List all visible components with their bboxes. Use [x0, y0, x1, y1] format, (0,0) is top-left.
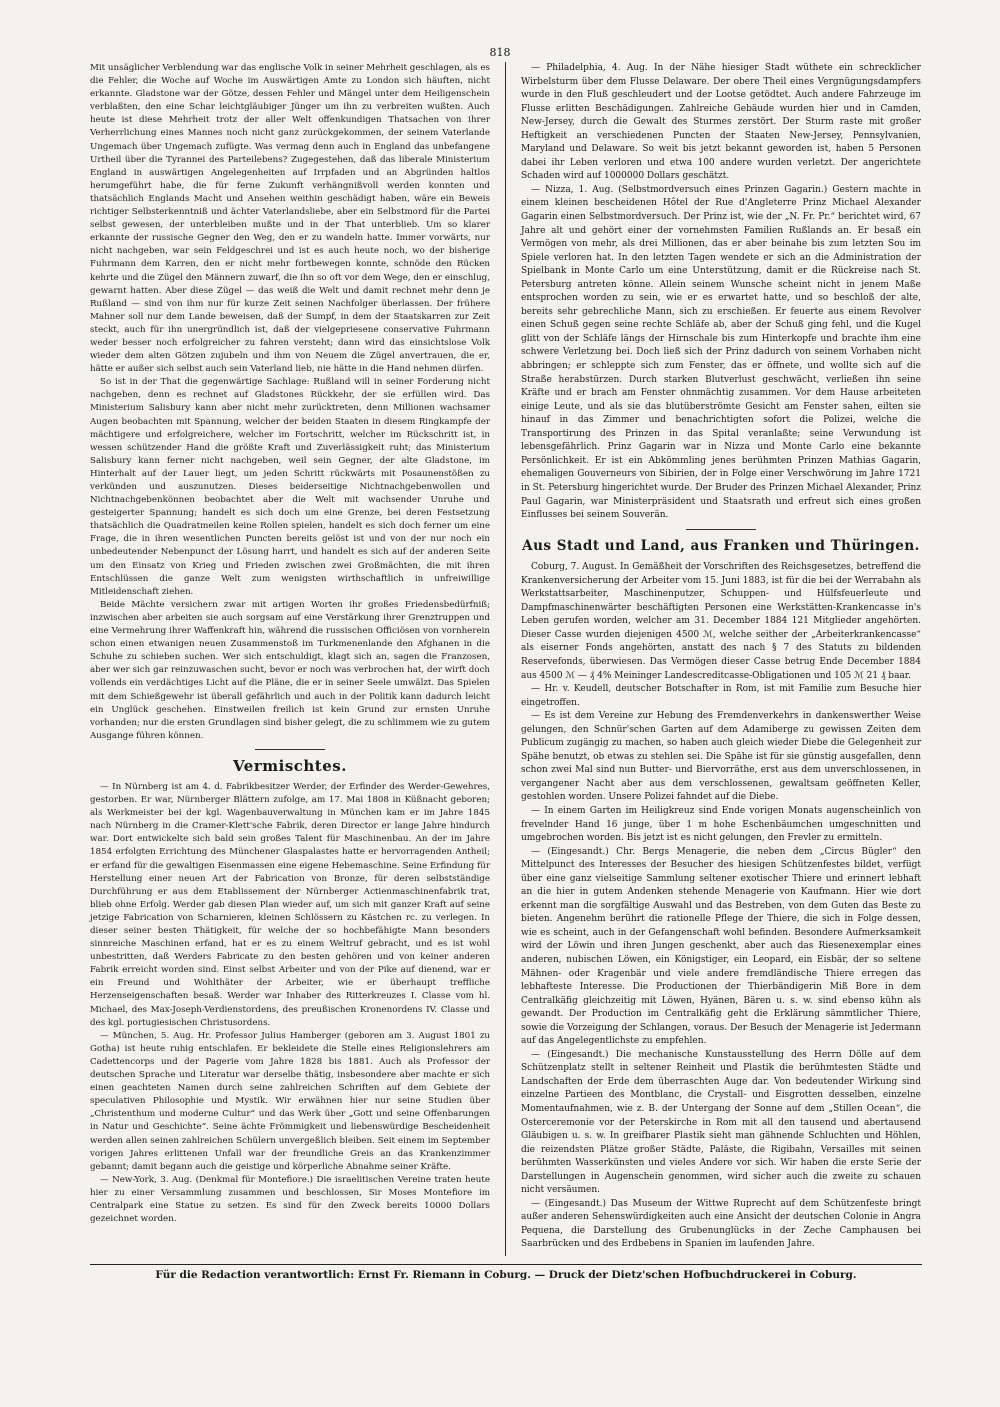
article-paragraph: So ist in der That die gegenwärtige Sachlage: Rußland will in seiner Forderung nicht nachgeben, denn es rechnet auf Gladstones Rückkehr, der sie erfüllen wird. Das Ministerium Salisbury kann aber nicht mehr zurücktreten, denn Millionen wachsamer Augen beobachten mit Spannung, welcher der beiden Staaten in diesem Ringkampfe der mächtigere und erfolgreichere, welcher im Fortschritt, welcher im Rückschritt ist, in wessen schützender Hand die größte Kraft und Zuverlässigkeit ruht; das Ministerium Salisbury kann ferner nicht nachgeben, weil sein Gegner, der alte Gladstone, im Hinterhalt auf der Lauer liegt, um jeden Schritt rückwärts mit Posaunenstößen zu verkünden und auszunutzen. Dieses beiderseitige Nichtnachgebenwollen und Nichtnachgebenkönnen beobachtet aber die Welt mit wachsender Unruhe und gesteigerter Spannung; handelt es sich doch um eine Grenze, bei deren Festsetzung thatsächlich die Quadratmeilen keine Rollen spielen, handelt es sich doch ferner um eine Frage, die in ihren wesentlichen Puncten bereits gelöst ist und von der nur noch ein unbedeutender Nebenpunct der Lösung harrt, und handelt es sich auf der anderen Seite um den Einsatz von Krieg und Frieden zwischen zwei Großmächten, die mit ihren Entschlüssen die ganze Welt zum wenigsten wirthschaftlich in unfreiwillige Mitleidenschaft ziehen.	[90, 377, 490, 597]
news-item: — München, 5. Aug. Hr. Professor Julius Hamberger (geboren am 3. August 1801 zu Gotha) ist heute ruhig entschlafen. Er bekleidete die Stelle eines Religionslehrers am Cadettencorps und der Pagerie vom Jahre 1828 bis 1881. Auch als Professor der deutschen Sprache und Literatur war derselbe thätig, insbesondere aber machte er sich einen geachteten Namen durch seine zahlreichen Schriften auf dem Gebiete der speculativen Philosophie und Mystik. Wir erwähnen hier nur seine Studien über „Christenthum und moderne Cultur“ und das Werk über „Gott und seine Offenbarungen in Natur und Geschichte“. Seine ächte Frömmigkeit und liebenswürdige Bescheidenheit werden allen seinen zahlreichen Schülern unvergeßlich bleiben. Seit einem im September vorigen Jahres erlittenen Unfall war der freundliche Greis an das Krankenzimmer gebannt; damit begann auch die geistige und körperliche Abnahme seiner Kräfte.	[90, 1030, 490, 1172]
news-item: — Hr. v. Keudell, deutscher Botschafter in Rom, ist mit Familie zum Besuche hier eingetroffen.	[521, 684, 921, 708]
page-number: 818	[489, 46, 511, 59]
article-paragraph: Beide Mächte versichern zwar mit artigen Worten ihr großes Friedensbedürfniß; inzwischen aber arbeiten sie auch sorgsam auf eine Verstärkung ihrer Grenztruppen und eine Vermehrung ihrer Waffenkraft hin, während die russischen Officiösen von vornherein schon einen etwanigen neuen Zusammenstoß im Turkmenenlande den Afghanen in die Schuhe zu schieben suchen. Wer sich entschuldigt, klagt sich an, sagen die Franzosen, aber wer sich gar reinzuwaschen sucht, bevor er noch was verbrochen hat, der wirft doch vollends ein verdächtiges Licht auf die Pläne, die er in seiner Seele umwälzt. Das Spielen mit dem Schießgewehr ist überall gefährlich und auch in der Politik kann dadurch leicht ein Unglück geschehen. Einstweilen freilich ist kein Grund zur ernsten Unruhe vorhanden; nur die ersten Grundlagen sind bisher gelegt, die zu schlimmem wie zu gutem Ausgange führen können.	[90, 599, 490, 741]
article-paragraph: Mit unsäglicher Verblendung war das englische Volk in seiner Mehrheit geschlagen, als es die Fehler, die Woche auf Woche im Auswärtigen Amte zu London sich häuften, nicht erkannte. Gladstone war der Götze, dessen Fehler und Mängel unter dem Heiligenschein verblaßten, den eine Schar leichtgläubiger Jünger um ihn zu verbreiten wußten. Auch heute ist diese Mehrheit trotz der aller Welt offenkundigen Thatsachen von ihrer Verherrlichung eines Mannes noch nicht ganz zurückgekommen, der seinem Vaterlande Ungemach über Ungemach zufügte. Was vermag denn auch in England das unbefangene Urtheil über die Tyrannei des Parteilebens? Zugegestehen, daß das liberale Ministerium England in auswärtigen Angelegenheiten auf Irrpfaden und an Abgründen haltlos herumgeführt habe, die für ferne Zukunft verhängnißvoll werden konnten und thatsächlich Englands Macht und Ansehen weithin geschädigt haben, wäre ein Beweis richtiger Selbsterkenntniß und ächter Vaterlandsliebe, aber ein Selbstmord für die Partei selbst gewesen, der unterbleiben mußte und in der That unterblieb. Um so klarer erkannte der russische Gegner den Weg, den er zu wandeln hatte. Immer vorwärts, nur nicht nachgeben, war sein Feldgeschrei und ist es auch heute noch, wo der bisherige Fuhrmann dem Karren, den er nicht mehr fortbewegen konnte, schnöde den Rücken kehrte und die Zügel den Männern zuwarf, die ihn so oft vor dem Wege, den er einschlug, gewarnt hatten. Aber diese Zügel — das weiß die Welt und damit rechnet mehr denn je Rußland — sind von ihm nur für kurze Zeit seinen Nachfolger überlassen. Der frühere Mahner soll nur dem Lande beweisen, daß der Sumpf, in dem der Staatskarren zur Zeit steckt, auch für ihn unergründlich ist, daß der vielgepriesene conservative Fuhrmann weder besser noch erfolgreicher zu fahren versteht; dann wird das einsichtslose Volk wieder dem alten Götzen zujubeln und ihm von Neuem die Zügel anvertrauen, die er, hätte er außer sich selbst auch sein Vaterland lieb, nie hätte in die Hand nehmen dürfen.	[90, 63, 490, 375]
news-item: — Es ist dem Vereine zur Hebung des Fremdenverkehrs in dankenswerther Weise gelungen, den Schnür'schen Garten auf dem Adamiberge zu gewissen Zeiten dem Publicum zugängig zu machen, so haben auch gleich wieder Diebe die Gelegenheit zur Spähe benutzt, ob etwas zu stehlen sei. Die Spähe ist für sie günstig ausgefallen, denn schon zwei Mal sind nun Butter- und Biervorräthe, erst aus dem unverschlossenen, in vergangener Nacht aber aus dem verschlossenen, gewaltsam geöffneten Keller, gestohlen worden. Unsere Polizei fahndet auf die Diebe.	[521, 711, 921, 803]
column-rule	[505, 62, 506, 1256]
right-column	[521, 62, 921, 1252]
news-item: — In Nürnberg ist am 4. d. Fabrikbesitzer Werder, der Erfinder des Werder-Gewehres, gestorben. Er war, Nürnberger Blättern zufolge, am 17. Mai 1808 in Küßnacht geboren; als Werkmeister bei der kgl. Wagenbauverwaltung in München kam er im Jahre 1845 nach Nürnberg in die Cramer-Klett'sche Fabrik, deren Director er lange Jahre hindurch war. Dort entwickelte sich bald sein großes Talent für Maschinenbau. An der im Jahre 1854 erfolgten Errichtung des Münchener Glaspalastes hatte er hervorragenden Antheil; er erfand für die gewaltigen Eisenmassen eine eigene Hebemaschine. Seine Erfindung für Herstellung einer neuen Art der Fabrication von Bronze, für deren selbstständige Durchführung er aus dem Etablissement der Nürnberger Actienmaschinenfabrik trat, blieb ohne Erfolg. Werder gab diesen Plan wieder auf, um sich mit ganzer Kraft auf seine jetzige Fabrication von Scharnieren, kleinen Schlössern zu Kästchen rc. zu verlegen. In dieser seiner besten Thätigkeit, für welche der so hochbefähigte Mann besonders sinnreiche Maschinen erfand, hat er es zu einem Weltruf gebracht, und es ist wohl unbestritten, daß Werders Fabricate zu den besten gehören und von keiner anderen Fabrik erreicht worden sind. Einst selbst Arbeiter und von der Pike auf dienend, war er ein Freund und Wohlthäter der Arbeiter, wie er überhaupt treffliche Herzenseigenschaften besaß. Werder war Inhaber des Ritterkreuzes I. Classe vom hl. Michael, des Max-Joseph-Verdienstordens, des preußischen Kronenordens IV. Classe und des kgl. portugiesischen Christusordens.	[90, 781, 490, 1028]
news-item: — Nizza, 1. Aug. (Selbstmordversuch eines Prinzen Gagarin.) Gestern machte in einem kleinen bescheidenen Hôtel der Rue d'Angleterre Prinz Michael Alexander Gagarin einen Selbstmordversuch. Der Prinz ist, wie der „N. Fr. Pr.“ berichtet wird, 67 Jahre alt und gehört einer der vornehmsten Familien Rußlands an. Er besaß ein Vermögen von mehr, als drei Millionen, das er aber beinahe bis zum letzten Sou im Spiele verloren hat. In den letzten Tagen wendete er sich an die Administration der Spielbank in Monte Carlo um eine Unterstützung, damit er die Rückreise nach St. Petersburg antreten könne. Allein seinem Wunsche scheint nicht in jenem Maße entsprochen worden zu sein, wie er es erwartet hatte, und so beschloß der alte, bereits sehr gebrechliche Mann, sich zu erschießen. Er feuerte aus einem Revolver einen Schuß gegen seine rechte Schläfe ab, aber der Schuß ging fehl, und die Kugel glitt von der Schläfe längs der Hirnschale bis zum Hinterkopfe und brachte ihm eine schwere Verletzung bei. Doch ließ sich der Prinz dadurch von seinem Vorhaben nicht abbringen; er schleppte sich zum Fenster, das er öffnete, und wollte sich auf die Straße herabstürzen. Durch starken Blutverlust geschwächt, verließen ihn seine Kräfte und er brach am Fenster ohnmächtig zusammen. Vor dem Hause arbeiteten einige Leute, und als sie das blutüberströmte Gesicht am Fenster sahen, eilten sie hinauf in das Zimmer und benachrichtigten sofort die Polizei, welche die Transportirung des Prinzen in das Spital veranlaßte; seine Verwundung ist lebensgefährlich. Prinz Gagarin war in Nizza und Monte Carlo eine bekannte Persönlichkeit. Er ist ein Abkömmling jenes berühmten Prinzen Mathias Gagarin, ehemaligen Gouverneurs von Sibirien, der in Folge einer Verschwörung im Jahre 1721 in St. Petersburg hingerichtet wurde. Der Bruder des Prinzen Michael Alexander, Prinz Paul Gagarin, war Ministerpräsident und Staatsrath und erfreut sich eines großen Einflusses bei seinem Souverän.	[521, 184, 921, 521]
news-item: — (Eingesandt.) Die mechanische Kunstausstellung des Herrn Dölle auf dem Schützenplatz stellt in seltener Reinheit und Plastik die berühmtesten Städte und Landschaften der Erde dem überraschten Auge dar. Von bedeutender Wirkung sind einzelne Partieen des Montblanc, die Crystall- und Eisgrotten desselben, einzelne Momentaufnahmen, wie z. B. der Untergang der Sonne auf dem „Stillen Ocean“, die Osterceremonie vor der Peterskirche in Rom mit all den tausend und abertausend Gläubigen u. s. w. In greifbarer Plastik sieht man gähnende Schluchten und Höhlen, die reizendsten Plätze großer Städte, Paläste, die Rigibahn, Versailles mit seinen berühmten Wasserkünsten und vieles Andere vor sich. Wir haben die erste Serie der Darstellungen in Augenschein genommen, wird sicher auch die zweite zu schauen nicht versäumen.	[521, 1049, 921, 1196]
news-item: — (Eingesandt.) Das Museum der Wittwe Ruprecht auf dem Schützenfeste bringt außer anderen Sehenswürdigkeiten auch eine Ansicht der deutschen Colonie in Angra Pequena, die Darstellung des Grubenunglücks in der Zeche Camphausen bei Saarbrücken und des Erdbebens in Spanien im laufenden Jahre.	[521, 1198, 921, 1250]
footer-rule	[90, 1264, 922, 1265]
news-item: — (Eingesandt.) Chr. Bergs Menagerie, die neben dem „Circus Bügler“ den Mittelpunct des Interesses der Besucher des hiesigen Schützenfestes bildet, verfügt über eine ganz vielseitige Sammlung seltener exotischer Thiere und erinnert lebhaft an die hier in gutem Andenken stehende Menagerie von Kaufmann. Hier wie dort erkennt man die sorgfältige Auswahl und das Bestreben, von dem Guten das Beste zu bieten. Angenehm berührt die rationelle Pflege der Thiere, die sich in Folge dessen, wie es scheint, auch in der Gefangenschaft wohl befinden. Besondere Aufmerksamkeit wird der Löwin und ihren Jungen geschenkt, aber auch das Riesenexemplar eines anderen, nubischen Löwen, ein Königstiger, ein Leopard, ein Eisbär, der so seltene Mähnen- oder Kragenbär und viele andere fremdländische Thiere erregen das lebhafteste Interesse. Die Productionen der Thierbändigerin Miß Bore in dem Centralkäfig gleichzeitig mit Löwen, Hyänen, Bären u. s. w. sind ebenso kühn als gewandt. Der Production im Centralkäfig geht die Erklärung sämmtlicher Thiere, sowie die Vorzeigung der Schlangen, voraus. Der Besuch der Menagerie ist Jedermann auf das Angelegentlichste zu empfehlen.	[521, 846, 921, 1047]
news-item: — New-York, 3. Aug. (Denkmal für Montefiore.) Die israelitischen Vereine traten heute hier zu einer Versammlung zusammen und beschlossen, Sir Moses Montefiore im Centralpark eine Statue zu setzen. Es sind für den Zweck bereits 10000 Dollars gezeichnet worden.	[90, 1174, 490, 1225]
news-item: — Philadelphia, 4. Aug. In der Nähe hiesiger Stadt wüthete ein schrecklicher Wirbelsturm über dem Flusse Delaware. Der obere Theil eines Vergnügungsdampfers wurde in den Fluß geschleudert und der Lootse getödtet. Auch andere Fahrzeuge im Flusse erlitten Beschädigungen. Zahlreiche Gebäude wurden hier und in Camden, New-Jersey, durch die Gewalt des Sturmes zerstört. Der Sturm raste mit großer Heftigkeit an verschiedenen Puncten der Staaten New-Jersey, Pennsylvanien, Maryland und Delaware. So weit bis jetzt bekannt geworden ist, haben 5 Personen dabei ihr Leben verloren und etwa 100 andere wurden verletzt. Der angerichtete Schaden wird auf 1000000 Dollars geschätzt.	[521, 63, 921, 182]
news-item: — In einem Garten im Heiligkreuz sind Ende vorigen Monats augenscheinlich von frevelnder Hand 16 junge, über 1 m hohe Eschenbäumchen umgeschnitten und umgebrochen worden. Bis jetzt ist es nicht gelungen, den Frevler zu ermitteln.	[521, 805, 921, 844]
news-item: Coburg, 7. August. In Gemäßheit der Vorschriften des Reichsgesetzes, betreffend die Krankenversicherung der Arbeiter vom 15. Juni 1883, ist für die bei der Werrabahn als Werkstattsarbeiter, Maschinenputzer, Schuppen- und Hülfsfeuerleute und Dampfmaschinenwärter beschäftigten Personen eine Werkstätten-Krankencasse in's Leben gerufen worden, welcher am 31. December 1884 121 Mitglieder angehörten. Dieser Casse wurden diejenigen 4500 ℳ, welche seither der „Arbeiterkrankencasse“ als eiserner Fonds angehörten, anstatt des nach § 7 des Statuts zu bildenden Reservefonds, überwiesen. Das Vermögen dieser Casse betrug Ende December 1884 aus 4500 ℳ — ₰ 4% Meininger Landescreditcasse-Obligationen und 105 ℳ 21 ₰ baar.	[521, 562, 921, 681]
section-divider	[255, 749, 325, 750]
imprint-footer: Für die Redaction verantwortlich: Ernst Fr. Riemann in Coburg. — Druck der Dietz'schen Hofbuchdruckerei in Coburg.	[155, 1269, 857, 1281]
section-heading-local: Aus Stadt und Land, aus Franken und Thüringen.	[522, 537, 920, 554]
section-divider	[686, 529, 756, 530]
left-column	[90, 62, 490, 1226]
section-heading-misc: Vermischtes.	[233, 756, 347, 775]
